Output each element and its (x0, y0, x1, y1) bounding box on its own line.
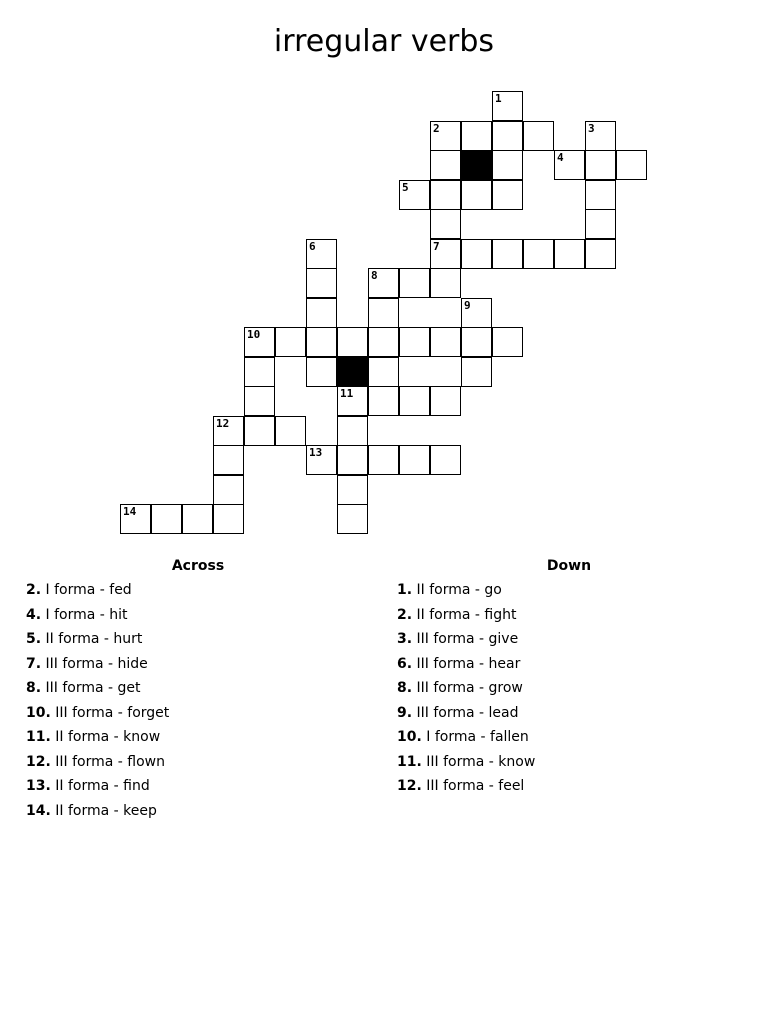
down-clue (397, 627, 535, 652)
down-clue (397, 676, 535, 701)
crossword-cell[interactable] (399, 180, 430, 210)
crossword-cell[interactable] (337, 416, 368, 446)
crossword-cell[interactable] (430, 327, 461, 357)
clue-text: III forma - hear (416, 655, 521, 672)
clue-num: 11. (397, 753, 422, 770)
crossword-cell[interactable] (461, 239, 492, 269)
clue-text: II forma - fight (416, 606, 517, 623)
across-clue (26, 799, 169, 824)
clue-num: 2. (26, 582, 42, 598)
crossword-cell[interactable] (151, 504, 182, 534)
crossword-cell[interactable] (306, 445, 337, 475)
crossword-cell[interactable] (244, 357, 275, 387)
clue-num: 9. (397, 704, 413, 721)
crossword-block-cell (337, 357, 368, 387)
clue-number: 14 (123, 505, 137, 518)
crossword-cell[interactable] (492, 121, 523, 151)
clue-text: III forma - get (45, 680, 141, 696)
crossword-cell[interactable] (554, 239, 585, 269)
crossword-cell[interactable] (275, 416, 306, 446)
down-clue (397, 578, 535, 603)
across-clue (26, 750, 169, 775)
crossword-cell[interactable] (523, 121, 554, 151)
clue-num: 6. (397, 655, 413, 672)
crossword-cell[interactable] (399, 386, 430, 416)
clue-num: 8. (397, 680, 413, 696)
crossword-cell[interactable] (399, 327, 430, 357)
clue-num: 1. (397, 582, 413, 598)
across-heading: Across (171, 558, 225, 574)
crossword-cell[interactable] (213, 504, 244, 534)
crossword-cell[interactable] (368, 268, 399, 298)
clue-text: II forma - know (55, 729, 161, 745)
crossword-cell[interactable] (554, 150, 585, 180)
clue-text: I forma - fed (45, 582, 132, 598)
down-clue (397, 701, 535, 726)
crossword-cell[interactable] (244, 416, 275, 446)
clue-num: 7. (26, 655, 42, 672)
down-clue-list (397, 578, 535, 799)
clue-text: I forma - hit (45, 606, 128, 623)
clue-text: I forma - fallen (426, 729, 529, 745)
down-clue (397, 725, 535, 750)
crossword-cell[interactable] (368, 298, 399, 328)
crossword-cell[interactable] (492, 239, 523, 269)
crossword-cell[interactable] (430, 268, 461, 298)
clue-text: III forma - grow (416, 680, 523, 696)
crossword-cell[interactable] (461, 180, 492, 210)
clue-number: 2 (433, 122, 440, 135)
page-title: irregular verbs (273, 24, 495, 59)
clue-number: 8 (371, 269, 378, 282)
clue-number: 11 (340, 387, 354, 400)
crossword-cell[interactable] (368, 357, 399, 387)
crossword-cell[interactable] (461, 327, 492, 357)
clue-text: II forma - find (55, 778, 150, 794)
crossword-cell[interactable] (430, 180, 461, 210)
clue-text: III forma - flown (55, 753, 165, 770)
across-clue-list (26, 578, 169, 823)
crossword-cell[interactable] (430, 445, 461, 475)
clue-text: III forma - feel (426, 778, 525, 794)
clue-number: 6 (309, 240, 316, 253)
down-clue (397, 750, 535, 775)
crossword-cell[interactable] (275, 327, 306, 357)
crossword-cell[interactable] (461, 121, 492, 151)
crossword-cell[interactable] (492, 180, 523, 210)
crossword-cell[interactable] (430, 386, 461, 416)
crossword-cell[interactable] (306, 357, 337, 387)
clue-text: II forma - hurt (45, 631, 143, 647)
crossword-cell[interactable] (461, 357, 492, 387)
across-clue (26, 725, 169, 750)
crossword-cell[interactable] (585, 209, 616, 239)
clue-text: III forma - know (426, 753, 536, 770)
crossword-cell[interactable] (368, 327, 399, 357)
clue-num: 8. (26, 680, 42, 696)
crossword-cell[interactable] (213, 445, 244, 475)
clue-num: 12. (397, 778, 422, 794)
clue-number: 1 (495, 92, 502, 105)
across-clue (26, 578, 169, 603)
clue-text: III forma - hide (45, 655, 148, 672)
crossword-cell[interactable] (306, 327, 337, 357)
crossword-cell[interactable] (306, 268, 337, 298)
crossword-cell[interactable] (492, 91, 523, 121)
clue-num: 10. (26, 704, 51, 721)
crossword-cell[interactable] (492, 327, 523, 357)
crossword-cell[interactable] (585, 121, 616, 151)
crossword-cell[interactable] (213, 475, 244, 505)
crossword-cell[interactable] (430, 150, 461, 180)
clue-text: III forma - lead (416, 704, 519, 721)
crossword-cell[interactable] (399, 268, 430, 298)
crossword-cell[interactable] (337, 504, 368, 534)
clue-num: 14. (26, 802, 51, 819)
crossword-cell[interactable] (337, 386, 368, 416)
clue-number: 4 (557, 151, 564, 164)
clue-number: 5 (402, 181, 409, 194)
clue-text: II forma - go (416, 582, 502, 598)
crossword-cell[interactable] (244, 327, 275, 357)
crossword-cell[interactable] (306, 298, 337, 328)
clue-text: III forma - forget (55, 704, 170, 721)
crossword-cell[interactable] (182, 504, 213, 534)
clue-number: 13 (309, 446, 323, 459)
crossword-cell[interactable] (368, 445, 399, 475)
across-clue (26, 603, 169, 628)
clue-num: 3. (397, 631, 413, 647)
crossword-cell[interactable] (337, 475, 368, 505)
across-clue (26, 627, 169, 652)
across-clue (26, 701, 169, 726)
crossword-cell[interactable] (585, 239, 616, 269)
clue-number: 3 (588, 122, 595, 135)
crossword-cell[interactable] (616, 150, 647, 180)
crossword-cell[interactable] (244, 386, 275, 416)
clue-num: 13. (26, 778, 51, 794)
crossword-cell[interactable] (430, 121, 461, 151)
clue-number: 9 (464, 299, 471, 312)
clue-num: 11. (26, 729, 51, 745)
across-clue (26, 652, 169, 677)
crossword-cell[interactable] (492, 150, 523, 180)
crossword-cell[interactable] (523, 239, 554, 269)
clue-num: 5. (26, 631, 42, 647)
down-heading: Down (546, 558, 592, 574)
crossword-cell[interactable] (399, 445, 430, 475)
clue-num: 2. (397, 606, 413, 623)
crossword-cell[interactable] (461, 298, 492, 328)
crossword-cell[interactable] (120, 504, 151, 534)
clue-text: III forma - give (416, 631, 519, 647)
clue-number: 12 (216, 417, 230, 430)
crossword-cell[interactable] (213, 416, 244, 446)
down-clue (397, 774, 535, 799)
clue-number: 10 (247, 328, 261, 341)
clue-number: 7 (433, 240, 440, 253)
crossword-cell[interactable] (337, 445, 368, 475)
crossword-block-cell (461, 150, 492, 180)
crossword-cell[interactable] (430, 239, 461, 269)
crossword-cell[interactable] (368, 386, 399, 416)
down-clue (397, 603, 535, 628)
crossword-cell[interactable] (430, 209, 461, 239)
crossword-cell[interactable] (585, 150, 616, 180)
crossword-cell[interactable] (306, 239, 337, 269)
clue-num: 12. (26, 753, 51, 770)
clue-text: II forma - keep (55, 802, 157, 819)
clue-num: 4. (26, 606, 42, 623)
across-clue (26, 774, 169, 799)
clue-num: 10. (397, 729, 422, 745)
crossword-cell[interactable] (337, 327, 368, 357)
down-clue (397, 652, 535, 677)
crossword-cell[interactable] (585, 180, 616, 210)
across-clue (26, 676, 169, 701)
